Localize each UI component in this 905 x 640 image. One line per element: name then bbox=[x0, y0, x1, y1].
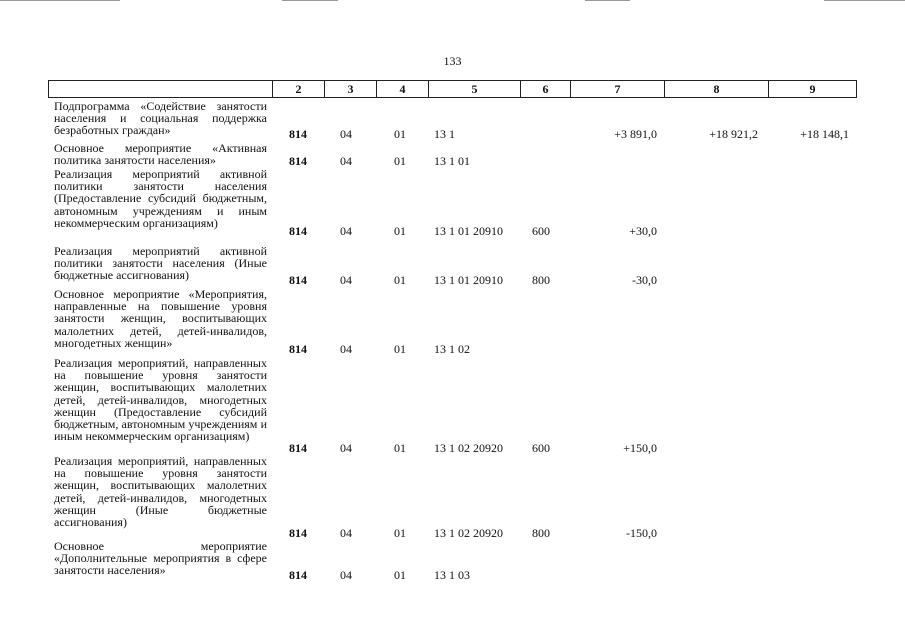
cell-col-2: 814 bbox=[289, 568, 307, 582]
page-number: 133 bbox=[443, 54, 462, 68]
cell-col-3: 04 bbox=[340, 568, 352, 582]
cell-col-5: 13 1 01 bbox=[434, 154, 470, 168]
row-description: Реализация мероприятий активной политики занятости населения (Иные бюджетные ассигнования) bbox=[54, 244, 267, 283]
cell-col-4: 01 bbox=[394, 441, 406, 455]
cell-col-6: 600 bbox=[532, 224, 550, 238]
cell-col-7: +150,0 bbox=[623, 441, 657, 455]
cell-col-5: 13 1 03 bbox=[434, 568, 470, 582]
scan-edge-line bbox=[282, 0, 338, 1]
row-description: Реализация мероприятий активной политики занятости населения (Предоставление субсидий бюджетным, автономным учреждениям и иным некоммерческим организациям) bbox=[54, 167, 267, 230]
column-header-table bbox=[48, 80, 857, 98]
header-cell-2: 2 bbox=[273, 81, 325, 98]
cell-col-5: 13 1 02 bbox=[434, 342, 470, 356]
cell-col-4: 01 bbox=[394, 127, 406, 141]
cell-col-2: 814 bbox=[289, 154, 307, 168]
cell-col-2: 814 bbox=[289, 526, 307, 540]
cell-col-2: 814 bbox=[289, 127, 307, 141]
cell-col-4: 01 bbox=[394, 224, 406, 238]
cell-col-4: 01 bbox=[394, 154, 406, 168]
cell-col-3: 04 bbox=[340, 273, 352, 287]
header-cell-8: 8 bbox=[665, 81, 769, 98]
cell-col-3: 04 bbox=[340, 154, 352, 168]
cell-col-4: 01 bbox=[394, 342, 406, 356]
header-cell-6: 6 bbox=[521, 81, 571, 98]
cell-col-7: +30,0 bbox=[629, 224, 657, 238]
row-description: Основное мероприятие «Дополнительные мероприятия в сфере занятости населения» bbox=[54, 539, 267, 578]
cell-col-5: 13 1 bbox=[434, 127, 455, 141]
cell-col-5: 13 1 02 20920 bbox=[434, 441, 503, 455]
row-description: Реализация мероприятий, направленных на повышение уровня занятости женщин, воспитывающих малолетних детей, детей-инвалидов, многодетных женщин (Иные бюджетные ассигнования) bbox=[54, 454, 267, 530]
header-cell-5: 5 bbox=[429, 81, 521, 98]
scan-edge-line bbox=[585, 0, 630, 1]
cell-col-7: +3 891,0 bbox=[614, 127, 657, 141]
cell-col-3: 04 bbox=[340, 224, 352, 238]
cell-col-2: 814 bbox=[289, 224, 307, 238]
row-description: Основное мероприятие «Активная политика занятости населения» bbox=[54, 141, 267, 168]
cell-col-3: 04 bbox=[340, 127, 352, 141]
header-cell-7: 7 bbox=[571, 81, 665, 98]
row-description: Реализация мероприятий, направленных на повышение уровня занятости женщин, воспитывающих малолетних детей, детей-инвалидов, многодетных женщин (Предоставление субсидий бюджетным, автономным учреждениям и иным некоммерческим организациям) bbox=[54, 356, 267, 444]
cell-col-5: 13 1 02 20920 bbox=[434, 526, 503, 540]
cell-col-4: 01 bbox=[394, 526, 406, 540]
header-cell-9: 9 bbox=[769, 81, 857, 98]
cell-col-5: 13 1 01 20910 bbox=[434, 224, 503, 238]
cell-col-4: 01 bbox=[394, 273, 406, 287]
header-row bbox=[49, 81, 857, 98]
cell-col-2: 814 bbox=[289, 273, 307, 287]
header-cell-1 bbox=[49, 81, 273, 98]
row-description: Основное мероприятие «Мероприятия, направленные на повышение уровня занятости женщин, воспитывающих малолетних детей, детей-инвалидов, многодетных женщин» bbox=[54, 287, 267, 350]
cell-col-6: 800 bbox=[532, 526, 550, 540]
cell-col-7: -150,0 bbox=[626, 526, 657, 540]
cell-col-6: 600 bbox=[532, 441, 550, 455]
cell-col-2: 814 bbox=[289, 342, 307, 356]
header-cell-4: 4 bbox=[377, 81, 429, 98]
cell-col-3: 04 bbox=[340, 441, 352, 455]
cell-col-2: 814 bbox=[289, 441, 307, 455]
cell-col-3: 04 bbox=[340, 526, 352, 540]
scan-edge-line bbox=[0, 0, 120, 1]
cell-col-3: 04 bbox=[340, 342, 352, 356]
row-description: Подпрограмма «Содействие занятости населения и социальная поддержка безработных граждан» bbox=[54, 99, 267, 138]
cell-col-6: 800 bbox=[532, 273, 550, 287]
cell-col-7: -30,0 bbox=[632, 273, 657, 287]
cell-col-4: 01 bbox=[394, 568, 406, 582]
cell-col-5: 13 1 01 20910 bbox=[434, 273, 503, 287]
header-cell-3: 3 bbox=[325, 81, 377, 98]
cell-col-9: +18 148,1 bbox=[800, 127, 849, 141]
scan-edge-line bbox=[824, 0, 905, 1]
cell-col-8: +18 921,2 bbox=[709, 127, 758, 141]
